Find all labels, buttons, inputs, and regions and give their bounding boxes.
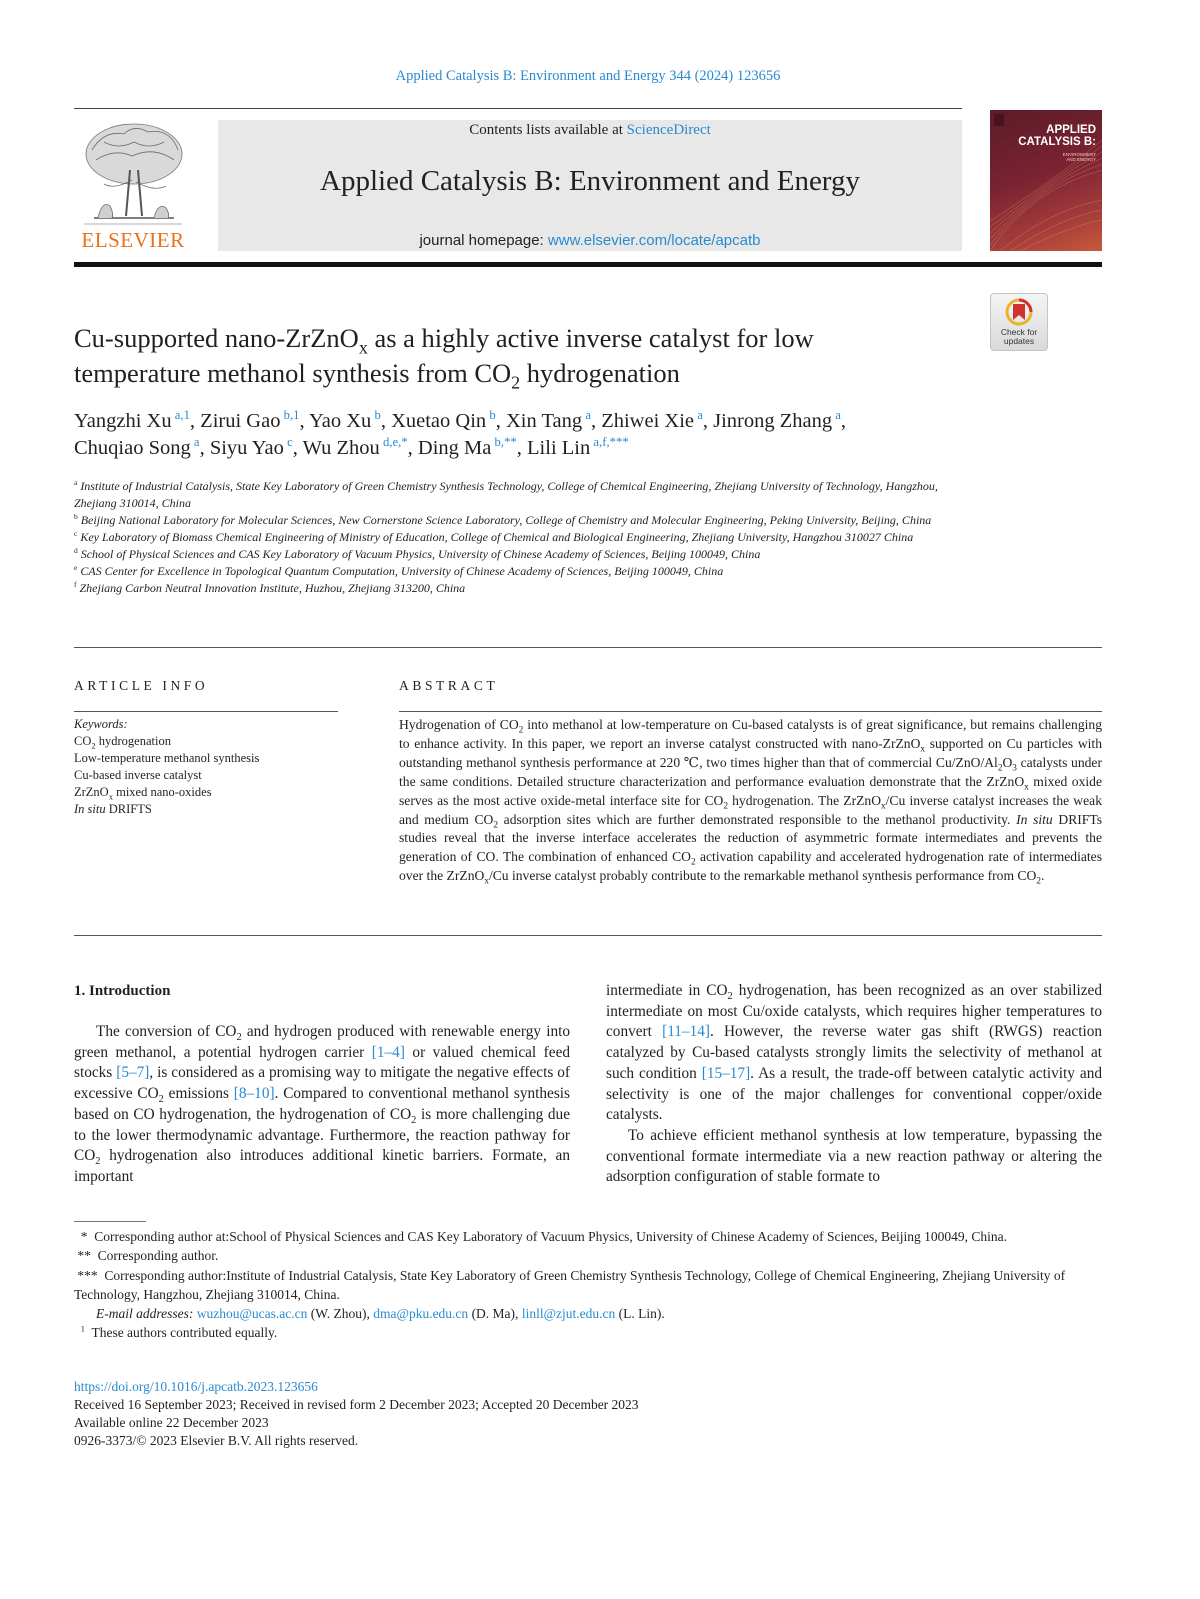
keyword-text: mixed nano-oxides [112, 785, 212, 799]
homepage-link[interactable]: www.elsevier.com/locate/apcatb [547, 232, 761, 249]
text-run: and hydrogen produced with renewable energy into green methanol, a potential hydrogen carrier [74, 1023, 570, 1061]
updates-text [991, 328, 1047, 346]
email-owner: (W. Zhou), [307, 1306, 374, 1322]
footnote-corresponding-2: ** Corresponding author. [74, 1248, 219, 1264]
affiliation-mark: a [74, 478, 78, 487]
section-rule [74, 935, 1102, 936]
cover-title [1018, 124, 1096, 148]
author-separator: , [516, 437, 528, 459]
author-separator: , [407, 437, 418, 459]
text-run: adsorption sites which are further demonstrated responsible to the methanol productivity. [498, 811, 1017, 827]
author-affiliation-mark: a [190, 435, 200, 450]
footnotes [74, 1227, 1102, 1343]
footnote-corresponding-1: * Corresponding author at:School of Physical Sciences and CAS Key Laboratory of Vacuum Physics, University of Chinese Academy of Sciences, Beijing 100049, China. [74, 1229, 1007, 1244]
sciencedirect-link[interactable]: ScienceDirect [626, 122, 711, 138]
affiliation-item [74, 580, 974, 597]
received-dates: Received 16 September 2023; Received in revised form 2 December 2023; Accepted 20 December 2023 [74, 1397, 639, 1412]
contents-line [218, 122, 962, 139]
text-run: activation capability and accelerated hydrogenation rate of intermediates over the ZrZnO [399, 849, 1102, 884]
author-separator: , [299, 410, 310, 432]
subscript: x [1024, 781, 1029, 792]
text-run: into methanol at low-temperature on Cu-based catalysts is of great significance, but remains challenging to enhance activity. In this paper, we report an inverse catalyst constructed with nano-ZrZnO [399, 717, 1102, 751]
affiliation-text: CAS Center for Excellence in Topological Quantum Computation, University of Chinese Academy of Sciences, Beijing 100049, China [80, 564, 724, 578]
journal-title: Applied Catalysis B: Environment and Energy [320, 165, 860, 197]
text-run: . However, the reverse water gas shift (RWGS) reaction catalyzed by Cu-based catalysts strongly limits the selectivity of methanol at such condition [606, 1023, 1102, 1082]
keyword-item [74, 750, 338, 767]
author-affiliation-mark: a [582, 408, 591, 423]
section-rule [74, 647, 1102, 648]
author-separator: , [840, 410, 847, 432]
affiliation-mark: e [74, 563, 78, 572]
footnote-text: These authors contributed equally. [91, 1325, 278, 1341]
author-list [74, 408, 984, 462]
keywords-block [74, 716, 338, 818]
intro-column-right [606, 981, 1102, 1188]
keyword-item [74, 784, 338, 801]
affiliation-item [74, 546, 974, 563]
article-info-heading: ARTICLE INFO [74, 678, 209, 693]
keyword-text: hydrogenation [95, 734, 171, 748]
author-name: Wu Zhou [302, 437, 380, 459]
affiliations [74, 478, 974, 597]
email-link-zhou[interactable]: wuzhou@ucas.ac.cn [196, 1306, 308, 1322]
copyright: 0926-3373/© 2023 Elsevier B.V. All rights reserved. [74, 1433, 359, 1448]
article-info-rule [74, 711, 338, 712]
author-name: Yao Xu [309, 410, 372, 432]
email-owner: (D. Ma), [468, 1306, 522, 1322]
homepage-line [218, 232, 962, 249]
text-run: The conversion of CO [96, 1023, 237, 1040]
affiliation-item [74, 478, 974, 512]
check-for-updates-button[interactable] [990, 293, 1048, 351]
text-run: or valued chemical feed stocks [74, 1043, 571, 1082]
text-run: Hydrogenation of CO [399, 717, 519, 732]
affiliation-mark: c [74, 529, 78, 538]
italic-text: In situ [1016, 811, 1053, 827]
keyword-text: Cu-based inverse catalyst [74, 768, 202, 782]
intro-paragraph [74, 1022, 570, 1188]
subscript: 2 [236, 1032, 242, 1044]
title-part: Cu-supported nano-ZrZnO [74, 323, 359, 353]
footnote-text: Corresponding author. [97, 1248, 219, 1264]
author-affiliation-mark: a [694, 408, 703, 423]
publication-info [74, 1378, 974, 1450]
title-part: temperature methanol synthesis from CO [74, 358, 512, 388]
available-online: Available online 22 December 2023 [74, 1415, 269, 1430]
subscript: 2 [95, 1156, 101, 1168]
author-separator: , [495, 410, 506, 432]
affiliation-item [74, 529, 974, 546]
footnote-rule [74, 1221, 146, 1222]
keywords-label: Keywords: [74, 717, 128, 731]
author-name: Chuqiao Song [74, 437, 191, 459]
text-run: hydrogenation also introduces additional kinetic barriers. Formate, an important [74, 1147, 570, 1185]
affiliation-mark: b [74, 512, 78, 521]
author-name: Zirui Gao [200, 410, 281, 432]
affiliation-item [74, 563, 974, 580]
author-separator: , [590, 410, 602, 432]
email-link-ma[interactable]: dma@pku.edu.cn [373, 1306, 469, 1322]
subscript: x [484, 875, 489, 886]
text-run: hydrogenation. The ZrZnO [727, 792, 882, 808]
author-affiliation-mark: b,** [491, 435, 517, 450]
citation-link[interactable]: [11–14] [662, 1023, 710, 1041]
title-subscript: x [358, 337, 368, 358]
text-run: . [1040, 868, 1045, 884]
journal-reference[interactable]: Applied Catalysis B: Environment and Energy 344 (2024) 123656 [395, 68, 781, 84]
title-subscript: 2 [511, 372, 521, 393]
footnote-equal-contribution: $^1$ These authors contributed equally. [80, 1324, 278, 1341]
tree-icon [74, 120, 192, 230]
author-name: Xin Tang [505, 410, 583, 432]
affiliation-item [74, 512, 974, 529]
cover-subtitle-line1: ENVIRONMENT [1062, 152, 1096, 157]
text-run: supported on Cu particles with outstanding methanol synthesis performance at 220 ℃, two times higher than that of commercial Cu/ZnO/Al [399, 735, 1102, 770]
keyword-subscript: x [108, 791, 113, 802]
article-title [74, 321, 954, 391]
keyword-italic: In situ [74, 802, 106, 816]
author-name: Xuetao Qin [391, 410, 487, 432]
publisher-logo-text: ELSEVIER [81, 228, 185, 252]
affiliation-text: Zhejiang Carbon Neutral Innovation Institute, Huzhou, Zhejiang 313200, China [79, 581, 466, 595]
affiliation-mark: d [74, 546, 78, 555]
keyword-item [74, 767, 338, 784]
citation-link[interactable]: [8–10] [233, 1085, 275, 1103]
cover-subtitle-line2: AND ENERGY [1066, 157, 1096, 162]
subscript: 2 [997, 762, 1003, 773]
affiliation-text: Beijing National Laboratory for Molecular Sciences, New Cornerstone Science Laboratory, College of Chemistry and Molecular Engineering, Peking University, Beijing, China [80, 513, 932, 527]
author-name: Zhiwei Xie [601, 410, 695, 432]
email-label: E-mail addresses: [96, 1306, 194, 1322]
bookmark-icon [991, 296, 1047, 330]
text-run: is more challenging due to the lower thermodynamic advantage. Furthermore, the reaction pathway for CO [74, 1105, 570, 1165]
subscript: 2 [493, 819, 498, 830]
title-part: hydrogenation [520, 358, 680, 388]
text-run: /Cu inverse catalyst probably contribute to the remarkable methanol synthesis performance from CO [488, 868, 1037, 884]
text-run: /Cu inverse catalyst increases the weak and medium CO [399, 792, 1102, 827]
text-run: . As a result, the trade-off between catalytic activity and selectivity is one of the major challenges for conventional copper/oxide catalysts. [606, 1064, 1102, 1124]
cover-title-line2: CATALYSIS B: [1018, 136, 1096, 148]
keyword-text: Low-temperature methanol synthesis [74, 751, 260, 765]
homepage-prefix: journal homepage: [419, 232, 548, 249]
text-run: mixed oxide serves as the most active oxide-metal interface site for CO [399, 773, 1102, 808]
header-rule [74, 108, 962, 109]
affiliation-mark: f [74, 580, 77, 589]
subscript: 3 [1012, 762, 1017, 773]
header-thick-rule [74, 262, 1102, 267]
author-affiliation-mark: b,1 [280, 408, 300, 423]
intro-paragraph: To achieve efficient methanol synthesis at low temperature, bypassing the conventional formate intermediate via a new reaction pathway or altering the adsorption configuration of stable formate to [606, 1126, 1102, 1186]
keyword-subscript: 2 [91, 740, 96, 751]
email-owner: (L. Lin). [615, 1306, 665, 1322]
intro-paragraph [606, 981, 1102, 1126]
text-run: intermediate in CO [606, 982, 728, 999]
author-separator: , [292, 437, 303, 459]
affiliation-text: Institute of Industrial Catalysis, State Key Laboratory of Green Chemistry Synthesis Technology, College of Chemical Engineering, Zhejiang University of Technology, Hangzhou, Zhejiang 310014, China [74, 479, 938, 510]
citation-link[interactable]: [1–4] [371, 1043, 405, 1061]
updates-line2: updates [1003, 336, 1035, 346]
updates-line1: Check for [1000, 327, 1038, 337]
author-name: Lili Lin [527, 437, 591, 459]
footnote-text: Corresponding author at:School of Physical Sciences and CAS Key Laboratory of Vacuum Physics, University of Chinese Academy of Sciences, Beijing 100049, China. [94, 1229, 1007, 1244]
author-affiliation-mark: a,1 [171, 408, 190, 423]
subscript: 2 [723, 800, 728, 811]
keyword-text: ZrZnO [74, 785, 109, 799]
author-affiliation-mark: c [283, 435, 293, 450]
text-run: . Compared to conventional methanol synthesis based on CO hydrogenation, the hydrogenation of CO [74, 1085, 570, 1123]
contents-prefix: Contents lists available at [469, 122, 627, 138]
cover-title-line1: APPLIED [1046, 124, 1096, 136]
author-separator: , [199, 437, 210, 459]
intro-column-left [74, 1022, 570, 1188]
text-run: O [1002, 754, 1013, 770]
subscript: x [881, 800, 886, 811]
abstract-heading: ABSTRACT [399, 678, 499, 693]
author-affiliation-mark: a [832, 408, 841, 423]
section-heading-introduction: 1. Introduction [74, 983, 171, 999]
subscript: 2 [518, 724, 524, 735]
affiliation-text: School of Physical Sciences and CAS Key Laboratory of Vacuum Physics, University of Chinese Academy of Sciences, Beijing 100049, China [80, 547, 761, 561]
citation-link[interactable]: [15–17] [701, 1064, 751, 1082]
author-name: Yangzhi Xu [74, 410, 172, 432]
doi-link[interactable]: https://doi.org/10.1016/j.apcatb.2023.123656 [74, 1379, 318, 1394]
keyword-text: CO [74, 734, 92, 748]
subscript: x [920, 743, 926, 754]
author-separator: , [189, 410, 201, 432]
text-run: catalysts under the same conditions. Detailed structure characterization and performance evaluation demonstrate that the ZrZnO [399, 754, 1102, 789]
footnote-emails [74, 1304, 1102, 1323]
author-affiliation-mark: b [486, 408, 496, 423]
text-run: DRIFTs studies reveal that the inverse interface accelerates the reduction of asymmetric formate intermediates and prevents the generation of CO. The combination of enhanced CO [399, 811, 1102, 865]
footnote-text: Corresponding author:Institute of Industrial Catalysis, State Key Laboratory of Green Chemistry Synthesis Technology, College of Chemical Engineering, Zhejiang University of Technology, Hangzhou, Zhejiang 310014, China. [74, 1267, 1066, 1302]
abstract-rule [399, 711, 1102, 712]
keyword-item [74, 801, 338, 818]
keyword-text: DRIFTS [105, 802, 152, 816]
subscript: 2 [1036, 875, 1041, 886]
keyword-list [74, 733, 338, 818]
author-separator: , [702, 410, 714, 432]
abstract-text [399, 716, 1102, 886]
text-run: hydrogenation, has been recognized as an over stabilized intermediate on most Cu/oxide catalysts, which requires higher temperatures to convert [606, 982, 1102, 1041]
subscript: 2 [411, 1114, 417, 1126]
cover-subtitle [1063, 152, 1096, 162]
text-run: , is considered as a promising way to mitigate the negative effects of excessive CO [74, 1064, 571, 1103]
affiliation-text: Key Laboratory of Biomass Chemical Engineering of Ministry of Education, College of Chemical and Biological Engineering, Zhejiang University, Hangzhou 310027 China [80, 530, 914, 544]
author-separator: , [380, 410, 392, 432]
author-affiliation-mark: d,e,* [379, 435, 408, 450]
subscript: 2 [690, 857, 696, 868]
subscript: 2 [158, 1094, 164, 1106]
author-affiliation-mark: b [371, 408, 381, 423]
author-affiliation-mark: a,f,*** [590, 435, 629, 450]
subscript: 2 [727, 991, 733, 1003]
footnote-corresponding-3: *** Corresponding author:Institute of Industrial Catalysis, State Key Laboratory of Green Chemistry Synthesis Technology, College of Chemical Engineering, Zhejiang University of Technology, Hangzhou, Zhejiang 310014, China. [74, 1267, 1066, 1302]
citation-link[interactable]: [5–7] [116, 1064, 150, 1082]
author-name: Siyu Yao [209, 437, 284, 459]
author-name: Jinrong Zhang [713, 410, 833, 432]
title-part: as a highly active inverse catalyst for low [367, 323, 814, 353]
text-run: emissions [163, 1085, 234, 1103]
author-name: Ding Ma [417, 437, 492, 459]
journal-cover[interactable] [990, 110, 1102, 251]
email-link-lin[interactable]: linll@zjut.edu.cn [521, 1306, 616, 1322]
keyword-item [74, 733, 338, 750]
